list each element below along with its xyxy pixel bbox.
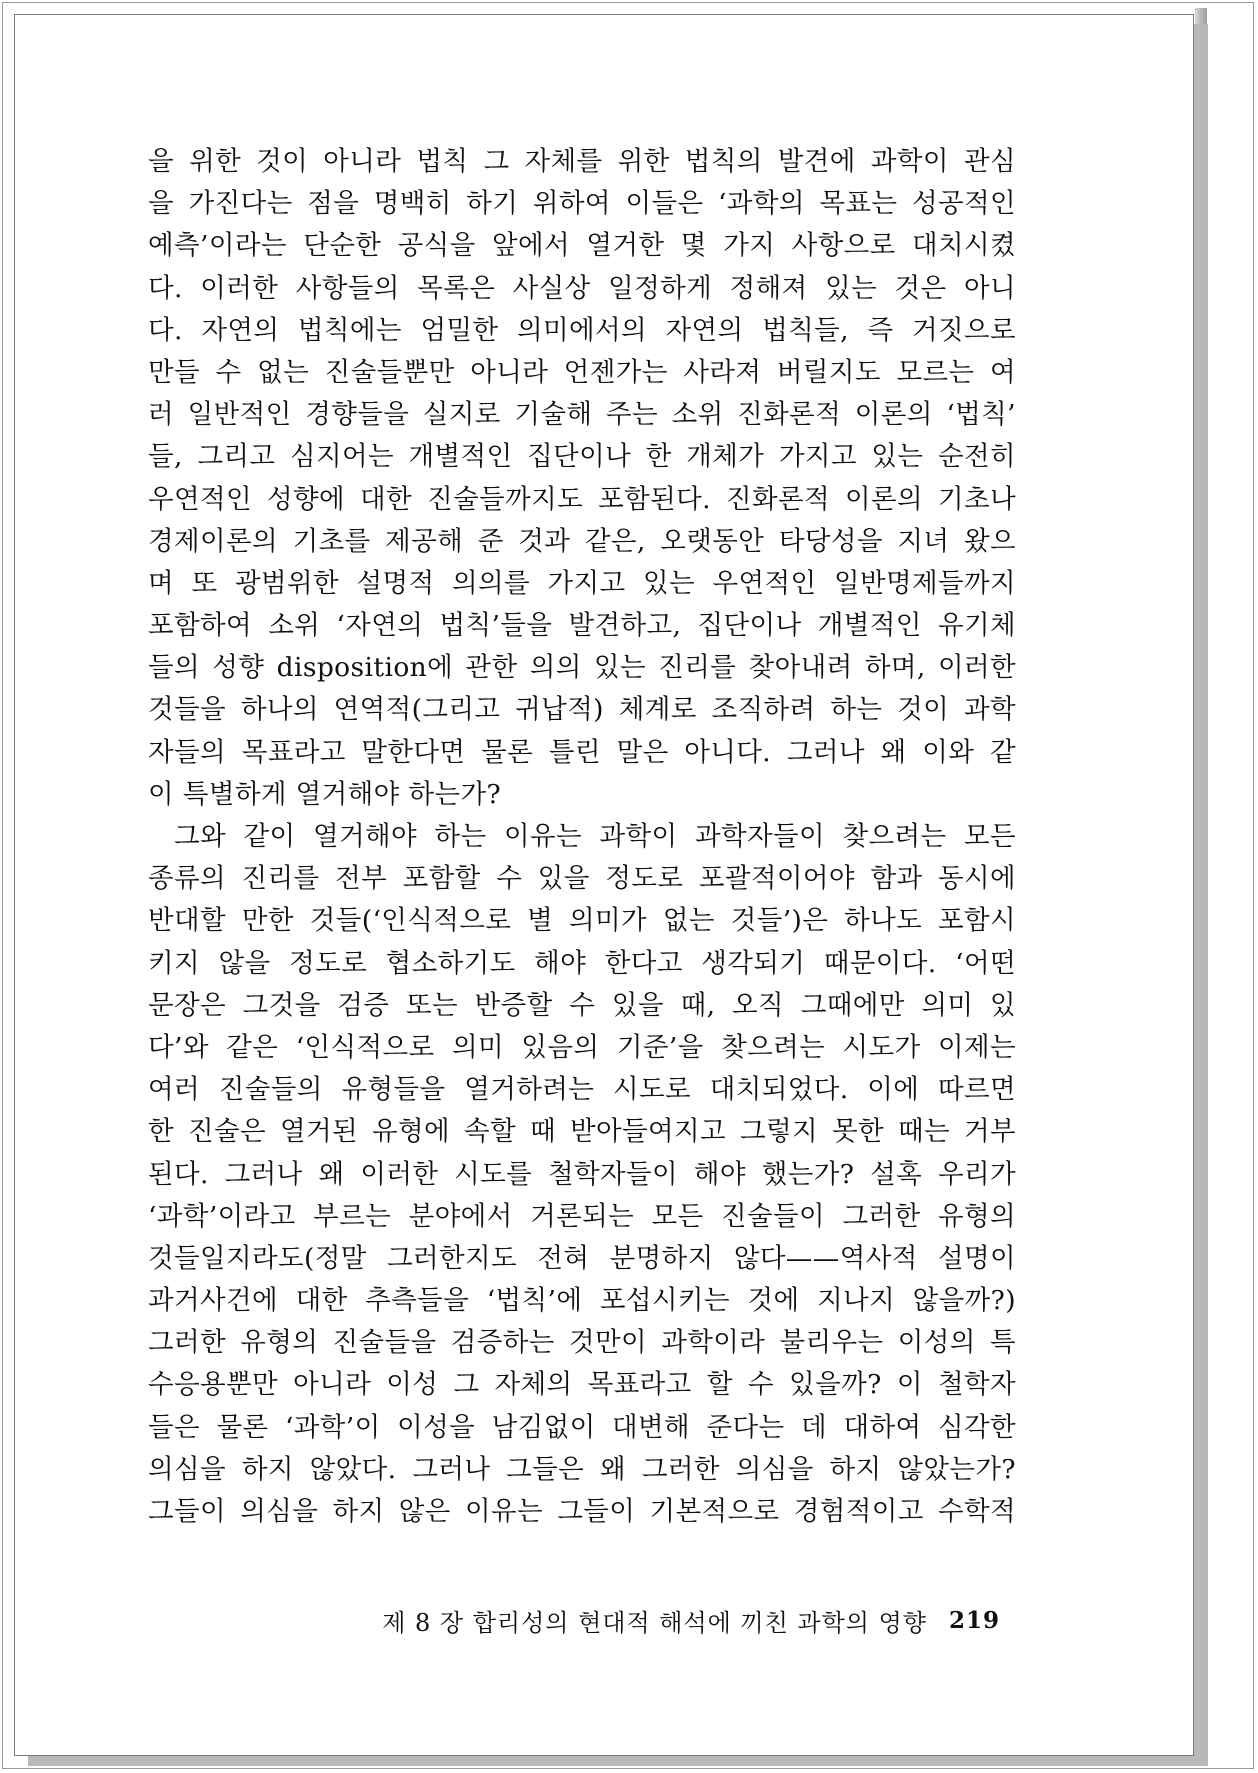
text-line: 것들일지라도(정말 그러한지도 전혀 분명하지 않다——역사적 설명이 [148, 1242, 1016, 1274]
text-line: 과거사건에 대한 추측들을 ‘법칙’에 포섭시키는 것에 지나지 않을까?) [148, 1285, 1016, 1317]
text-line: 다. 이러한 사항들의 목록은 사실상 일정하게 정해져 있는 것은 아니 [148, 272, 1016, 304]
running-footer [360, 1602, 1000, 1638]
text-line: 을 위한 것이 아니라 법칙 그 자체를 위한 법칙의 발견에 과학이 관심 [148, 146, 1016, 177]
text-line: 것들을 하나의 연역적(그리고 귀납적) 체계로 조직하려 하는 것이 과학 [148, 694, 1016, 726]
chapter-title: 제 8 장 합리성의 현대적 해석에 끼친 과학의 영향 [382, 1608, 927, 1637]
page-edge [1195, 8, 1207, 1756]
text-line: ‘과학’이라고 부르는 분야에서 거론되는 모든 진술들이 그러한 유형의 [148, 1200, 1016, 1232]
text-line: 의심을 하지 않았다. 그러나 그들은 왜 그러한 의심을 하지 않았는가? [148, 1453, 1016, 1485]
page-number: 219 [948, 1606, 1000, 1634]
text-line: 한 진술은 열거된 유형에 속할 때 받아들여지고 그렇지 못한 때는 거부 [148, 1116, 1016, 1148]
text-line: 키지 않을 정도로 협소하기도 해야 한다고 생각되기 때문이다. ‘어떤 [148, 947, 1016, 979]
text-line: 만들 수 없는 진술들뿐만 아니라 언젠가는 사라져 버릴지도 모르는 여 [148, 356, 1016, 388]
text-line: 여러 진술들의 유형들을 열거하려는 시도로 대치되었다. 이에 따르면 [148, 1074, 1016, 1106]
text-line: 러 일반적인 경향들을 실지로 기술해 주는 소위 진화론적 이론의 ‘법칙’ [148, 399, 1016, 431]
text-line: 수응용뿐만 아니라 이성 그 자체의 목표라고 할 수 있을까? 이 철학자 [148, 1369, 1016, 1401]
text-line: 문장은 그것을 검증 또는 반증할 수 있을 때, 오직 그때에만 의미 있 [148, 989, 1016, 1021]
text-line: 된다. 그러나 왜 이러한 시도를 철학자들이 해야 했는가? 설혹 우리가 [148, 1158, 1016, 1190]
paragraph-start-line: 그와 같이 열거해야 하는 이유는 과학이 과학자들이 찾으려는 모든 [174, 821, 1016, 852]
text-line: 며 또 광범위한 설명적 의의를 가지고 있는 우연적인 일반명제들까지 [148, 567, 1016, 599]
text-line: 들은 물론 ‘과학’이 이성을 남김없이 대변해 준다는 데 대하여 심각한 [148, 1411, 1016, 1443]
text-line: 다. 자연의 법칙에는 엄밀한 의미에서의 자연의 법칙들, 즉 거짓으로 [148, 314, 1016, 346]
body-text [148, 141, 1016, 1533]
text-line: 다’와 같은 ‘인식적으로 의미 있음의 기준’을 찾으려는 시도가 이제는 [148, 1031, 1016, 1063]
paragraph-end-line: 이 특별하게 열거해야 하는가? [148, 778, 502, 810]
text-line: 들, 그리고 심지어는 개별적인 집단이나 한 개체가 가지고 있는 순전히 [148, 441, 1016, 473]
text-line: 경제이론의 기초를 제공해 준 것과 같은, 오랫동안 타당성을 지녀 왔으 [148, 525, 1016, 557]
text-line: 종류의 진리를 전부 포함할 수 있을 정도로 포괄적이어야 함과 동시에 [148, 863, 1016, 895]
text-line: 포함하여 소위 ‘자연의 법칙’들을 발견하고, 집단이나 개별적인 유기체 [148, 610, 1016, 642]
text-line: 그러한 유형의 진술들을 검증하는 것만이 과학이라 불리우는 이성의 특 [148, 1327, 1016, 1359]
text-line: 우연적인 성향에 대한 진술들까지도 포함된다. 진화론적 이론의 기초나 [148, 483, 1016, 515]
text-line: 그들이 의심을 하지 않은 이유는 그들이 기본적으로 경험적이고 수학적 [148, 1496, 1016, 1527]
text-line: 들의 성향 disposition에 관한 의의 있는 진리를 찾아내려 하며, 이러한 [148, 652, 1016, 684]
text-line: 을 가진다는 점을 명백히 하기 위하여 이들은 ‘과학의 목표는 성공적인 [148, 188, 1016, 220]
text-line: 예측’이라는 단순한 공식을 앞에서 열거한 몇 가지 사항으로 대치시켰 [148, 230, 1016, 262]
text-line: 반대할 만한 것들(‘인식적으로 별 의미가 없는 것들’)은 하나도 포함시 [148, 905, 1016, 937]
text-line: 자들의 목표라고 말한다면 물론 틀린 말은 아니다. 그러나 왜 이와 같 [148, 736, 1016, 768]
